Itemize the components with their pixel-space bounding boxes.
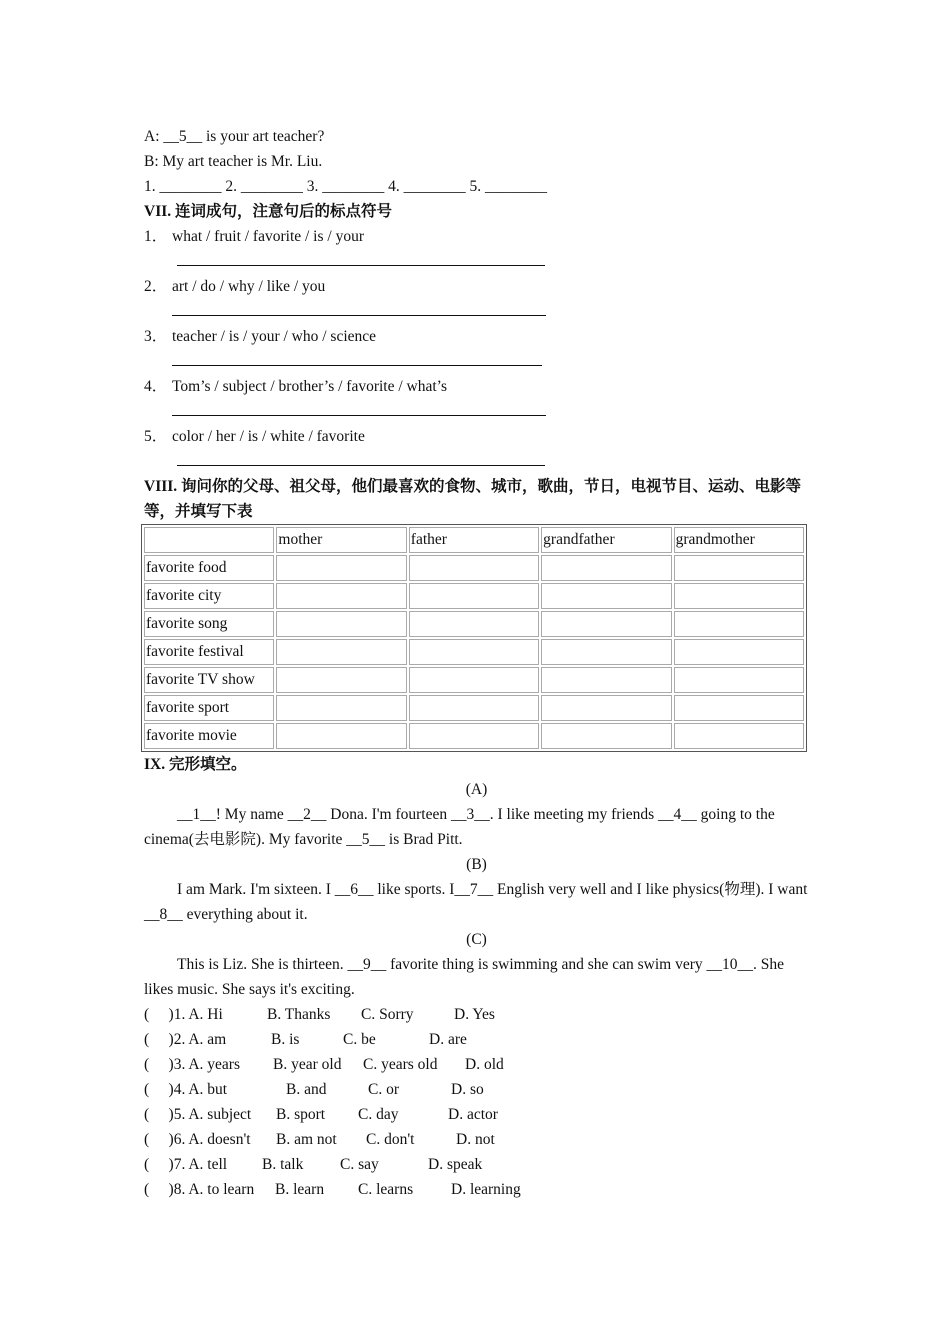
section-8-heading — [144, 474, 809, 524]
table-row — [144, 723, 804, 749]
table-row — [144, 583, 804, 609]
item-words: what / fruit / favorite / is / your — [172, 228, 364, 245]
section-7-item — [144, 324, 809, 374]
section-7-number: VII. — [144, 203, 172, 220]
section-7-title: 连词成句，注意句后的标点符号 — [175, 203, 393, 220]
table-header-row — [144, 527, 804, 553]
section-9-number: IX. — [144, 756, 166, 773]
table-cell[interactable] — [541, 639, 671, 665]
table-cell[interactable] — [409, 583, 539, 609]
passage-text: __1__! My name __2__ Dona. I'm fourteen __3__. I like meeting my friends __4__ going to the cinema(去电影院). My favorite __5__ is Brad Pitt. — [144, 806, 775, 848]
item-number: 2． — [144, 278, 168, 295]
section-7-heading — [144, 199, 809, 224]
choice-row[interactable]: ( )8. A. to learn B. learn C. learns D. learning — [144, 1181, 521, 1198]
section-7-item — [144, 274, 809, 324]
table-row — [144, 695, 804, 721]
dialog-line-a: A: __5__ is your art teacher? — [144, 128, 325, 145]
passage-text: I am Mark. I'm sixteen. I __6__ like sports. I__7__ English very well and I like physics(物理). I want __8__ everything about it. — [144, 881, 808, 923]
answer-line[interactable] — [172, 299, 809, 324]
table-cell[interactable] — [674, 667, 804, 693]
row-label: favorite movie — [144, 723, 274, 749]
choice-row[interactable]: ( )2. A. am B. is C. be D. are — [144, 1031, 467, 1048]
item-words: Tom’s / subject / brother’s / favorite / what’s — [172, 378, 447, 395]
table-cell[interactable] — [541, 555, 671, 581]
table-cell[interactable] — [409, 695, 539, 721]
table-header-cell: grandmother — [674, 527, 804, 553]
item-number: 5． — [144, 428, 168, 445]
table-cell[interactable] — [541, 611, 671, 637]
table-cell[interactable] — [674, 555, 804, 581]
choice-row[interactable]: ( )5. A. subject B. sport C. day D. actor — [144, 1106, 498, 1123]
choice-row[interactable]: ( )3. A. years B. year old C. years old D. old — [144, 1056, 504, 1073]
passage-label: (A) — [465, 781, 488, 798]
table-cell[interactable] — [409, 611, 539, 637]
row-label: favorite festival — [144, 639, 274, 665]
row-label: favorite sport — [144, 695, 274, 721]
table-header-cell: father — [409, 527, 539, 553]
choice-row[interactable]: ( )7. A. tell B. talk C. say D. speak — [144, 1156, 483, 1173]
table-row — [144, 639, 804, 665]
passage-text: This is Liz. She is thirteen. __9__ favorite thing is swimming and she can swim very __10__. She likes music. She says it's exciting. — [144, 956, 785, 998]
row-label: favorite song — [144, 611, 274, 637]
section-9-heading — [144, 752, 809, 777]
item-words: color / her / is / white / favorite — [172, 428, 365, 445]
passage-label: (B) — [466, 856, 487, 873]
table-row — [144, 667, 804, 693]
table-header-cell: mother — [276, 527, 406, 553]
row-label: favorite TV show — [144, 667, 274, 693]
passage-label: (C) — [466, 931, 487, 948]
table-cell[interactable] — [276, 723, 406, 749]
table-cell[interactable] — [674, 611, 804, 637]
table-cell[interactable] — [409, 723, 539, 749]
table-cell[interactable] — [674, 583, 804, 609]
item-number: 4． — [144, 378, 168, 395]
table-header-cell — [144, 527, 274, 553]
family-favorites-table — [141, 524, 807, 752]
answer-line[interactable] — [177, 249, 809, 274]
table-row — [144, 555, 804, 581]
row-label: favorite food — [144, 555, 274, 581]
table-cell[interactable] — [409, 639, 539, 665]
table-cell[interactable] — [409, 555, 539, 581]
table-cell[interactable] — [674, 723, 804, 749]
answer-line[interactable] — [172, 399, 809, 424]
worksheet-page — [144, 124, 809, 1202]
section-8-number: VIII. — [144, 478, 178, 495]
row-label: favorite city — [144, 583, 274, 609]
item-number: 1． — [144, 228, 168, 245]
table-cell[interactable] — [674, 695, 804, 721]
section-8-title: 询问你的父母、祖父母，他们最喜欢的食物、城市，歌曲，节日，电视节目、运动、电影等等，并填写下表 — [144, 478, 802, 520]
item-words: teacher / is / your / who / science — [172, 328, 377, 345]
answer-line[interactable] — [172, 349, 809, 374]
answer-line[interactable] — [177, 449, 809, 474]
table-header-cell: grandfather — [541, 527, 671, 553]
table-cell[interactable] — [674, 639, 804, 665]
table-cell[interactable] — [276, 555, 406, 581]
table-cell[interactable] — [276, 667, 406, 693]
section-9-title: 完形填空。 — [168, 756, 247, 773]
item-number: 3． — [144, 328, 168, 345]
table-cell[interactable] — [409, 667, 539, 693]
table-cell[interactable] — [541, 667, 671, 693]
item-words: art / do / why / like / you — [172, 278, 326, 295]
choice-row[interactable]: ( )6. A. doesn't B. am not C. don't D. not — [144, 1131, 495, 1148]
table-cell[interactable] — [276, 583, 406, 609]
section-7-item — [144, 424, 809, 474]
choice-row[interactable]: ( )1. A. Hi B. Thanks C. Sorry D. Yes — [144, 1006, 495, 1023]
section-7-item — [144, 374, 809, 424]
table-row — [144, 611, 804, 637]
table-cell[interactable] — [541, 583, 671, 609]
dialog-line-b: B: My art teacher is Mr. Liu. — [144, 153, 323, 170]
answer-blanks: 1. ________ 2. ________ 3. ________ 4. ________ 5. ________ — [144, 178, 547, 195]
table-cell[interactable] — [541, 695, 671, 721]
table-cell[interactable] — [541, 723, 671, 749]
table-cell[interactable] — [276, 639, 406, 665]
table-cell[interactable] — [276, 611, 406, 637]
table-cell[interactable] — [276, 695, 406, 721]
section-7-item — [144, 224, 809, 274]
choice-row[interactable]: ( )4. A. but B. and C. or D. so — [144, 1081, 484, 1098]
